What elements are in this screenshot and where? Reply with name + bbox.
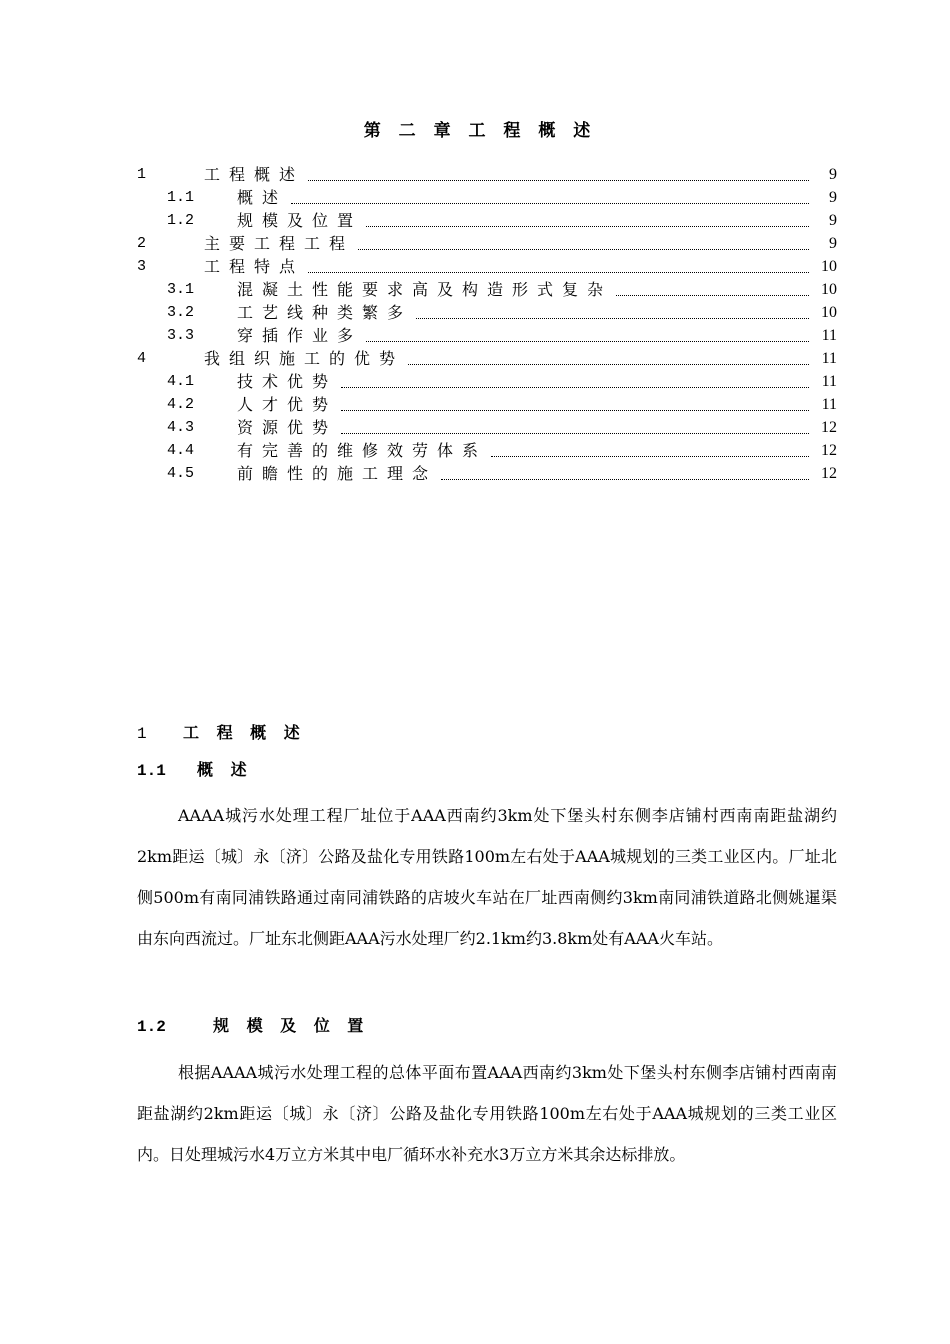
toc-entry-title: 穿插作业多 — [237, 326, 363, 345]
toc-entry-page: 12 — [821, 465, 837, 482]
toc-entry-number: 4.5 — [167, 465, 195, 482]
toc-entry[interactable] — [137, 393, 837, 416]
toc-entry[interactable] — [137, 278, 837, 301]
paragraph-scale-location: 根据AAAA城污水处理工程的总体平面布置AAA西南约3km处下堡头村东侧李店铺村西南南距盐湖约2km距运〔城〕永〔济〕公路及盐化专用铁路100m左右处于AAA城规划的三类工业区内。日处理城污水4万立方米其中电厂循环水补充水3万立方米其余达标排放。 — [137, 1063, 837, 1164]
toc-entry-title: 工程特点 — [204, 257, 305, 276]
toc-entry-page: 10 — [821, 258, 837, 275]
toc-entry-number: 3.1 — [167, 281, 195, 298]
toc-entry-title: 混凝土性能要求高及构造形式复杂 — [237, 280, 613, 299]
toc-leader-dots — [308, 260, 809, 273]
toc-leader-dots — [416, 306, 809, 319]
toc-leader-dots — [308, 168, 809, 181]
toc-entry-page: 12 — [821, 419, 837, 436]
toc-entry[interactable] — [137, 163, 837, 186]
toc-entry-number: 1 — [137, 166, 147, 183]
toc-entry-title: 前瞻性的施工理念 — [237, 464, 438, 483]
toc-entry-title: 规模及位置 — [237, 211, 363, 230]
toc-leader-dots — [441, 467, 809, 480]
section-number: 1.1 — [137, 762, 166, 780]
toc-entry-number: 3 — [137, 258, 147, 275]
toc-entry-title: 人才优势 — [237, 395, 338, 414]
toc-entry-number: 1.1 — [167, 189, 195, 206]
toc-entry-page: 10 — [821, 304, 837, 321]
toc-entry[interactable] — [137, 462, 837, 485]
toc-entry[interactable] — [137, 439, 837, 462]
toc-leader-dots — [358, 237, 809, 250]
section-number: 1.2 — [137, 1018, 166, 1036]
section-title: 工 程 概 述 — [183, 723, 306, 742]
toc-entry-page: 9 — [829, 189, 837, 206]
toc-entry-title: 工程概述 — [204, 165, 305, 184]
toc-entry-title: 技术优势 — [237, 372, 338, 391]
toc-entry-page: 11 — [821, 396, 837, 413]
section-1-1-heading — [137, 757, 253, 780]
toc-entry[interactable] — [137, 232, 837, 255]
toc-entry-number: 2 — [137, 235, 147, 252]
toc-entry-title: 有完善的维修效劳体系 — [237, 441, 488, 460]
toc-entry[interactable] — [137, 209, 837, 232]
toc-leader-dots — [366, 214, 809, 227]
toc-leader-dots — [408, 352, 809, 365]
toc-entry-page: 9 — [829, 166, 837, 183]
toc-entry-title: 主要工程工程 — [204, 234, 355, 253]
toc-leader-dots — [616, 283, 809, 296]
toc-entry-number: 4.1 — [167, 373, 195, 390]
toc-entry-title: 资源优势 — [237, 418, 338, 437]
toc-entry[interactable] — [137, 370, 837, 393]
toc-entry[interactable] — [137, 186, 837, 209]
toc-entry-number: 3.3 — [167, 327, 195, 344]
toc-entry-page: 11 — [821, 350, 837, 367]
section-number: 1 — [137, 725, 147, 743]
section-title: 规 模 及 位 置 — [213, 1016, 370, 1035]
toc-entry-page: 9 — [829, 212, 837, 229]
toc-entry[interactable] — [137, 347, 837, 370]
toc-leader-dots — [341, 398, 809, 411]
toc-entry[interactable] — [137, 324, 837, 347]
toc-entry-number: 1.2 — [167, 212, 195, 229]
toc-entry-title: 概述 — [237, 188, 288, 207]
toc-entry-title: 我组织施工的优势 — [204, 349, 405, 368]
toc-entry-number: 4 — [137, 350, 147, 367]
toc-entry[interactable] — [137, 301, 837, 324]
table-of-contents — [137, 163, 837, 485]
toc-entry-number: 4.2 — [167, 396, 195, 413]
toc-entry-page: 9 — [829, 235, 837, 252]
toc-entry-number: 3.2 — [167, 304, 195, 321]
section-1-2-heading — [137, 1013, 369, 1036]
toc-leader-dots — [291, 191, 809, 204]
toc-leader-dots — [341, 421, 809, 434]
toc-leader-dots — [491, 444, 809, 457]
toc-entry-number: 4.3 — [167, 419, 195, 436]
toc-entry-number: 4.4 — [167, 442, 195, 459]
toc-entry-page: 10 — [821, 281, 837, 298]
toc-entry[interactable] — [137, 416, 837, 439]
toc-leader-dots — [366, 329, 809, 342]
section-title: 概 述 — [197, 760, 253, 779]
section-1-heading — [137, 720, 306, 743]
toc-entry-page: 11 — [821, 327, 837, 344]
toc-entry-title: 工艺线种类繁多 — [237, 303, 413, 322]
toc-leader-dots — [341, 375, 809, 388]
chapter-title: 第 二 章 工 程 概 述 — [363, 121, 597, 141]
toc-entry-page: 12 — [821, 442, 837, 459]
paragraph-overview: AAAA城污水处理工程厂址位于AAA西南约3km处下堡头村东侧李店铺村西南南距盐湖约2km距运〔城〕永〔济〕公路及盐化专用铁路100m左右处于AAA城规划的三类工业区内。厂址北侧500m有南同浦铁路通过南同浦铁路的店坡火车站在厂址西南侧约3km南同浦铁道路北侧姚暹渠由东向西流过。厂址东北侧距AAA污水处理厂约2.1km约3.8km处有AAA火车站。 — [137, 806, 837, 948]
toc-entry[interactable] — [137, 255, 837, 278]
toc-entry-page: 11 — [821, 373, 837, 390]
